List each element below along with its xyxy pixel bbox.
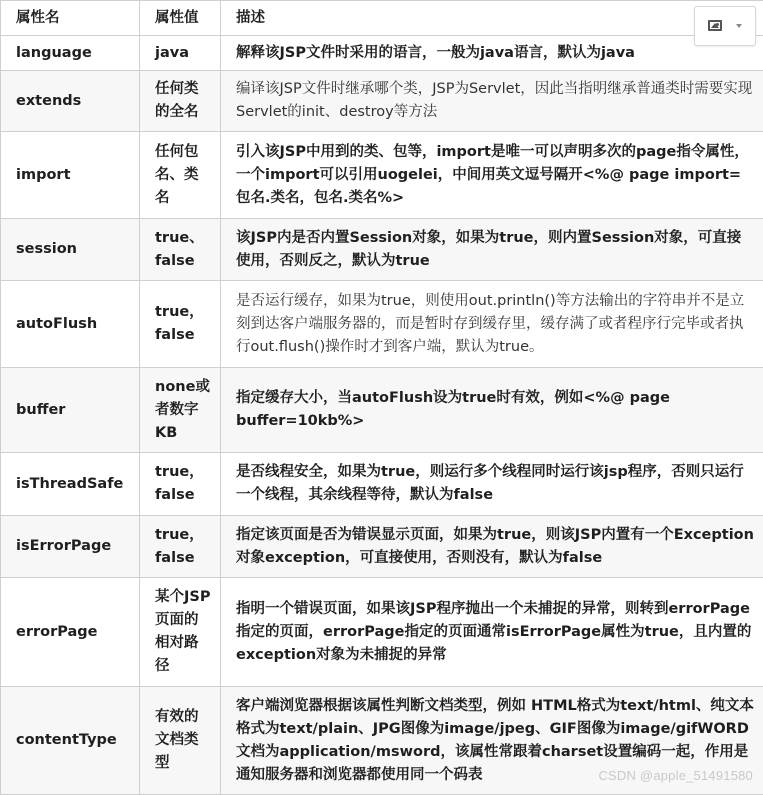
attr-desc: 客户端浏览器根据该属性判断文档类型，例如 HTML格式为text/html、纯文本格式为text/plain、JPG图像为image/jpeg、GIF图像为image/gifWORD文档为application/msword，该属性常跟着charset设置编码一起，作用是通知服务器和浏览器都使用同一个码表 bbox=[221, 687, 763, 795]
table-row bbox=[1, 132, 763, 219]
attr-value: 任何类的全名 bbox=[140, 71, 221, 132]
header-desc: 描述 bbox=[221, 1, 763, 36]
attr-desc: 引入该JSP中用到的类、包等，import是唯一可以声明多次的page指令属性，一个import可以引用uogelei，中间用英文逗号隔开<%@ page import=包名.类名，包名.类名%> bbox=[221, 132, 763, 219]
attr-value: 有效的文档类型 bbox=[140, 687, 221, 795]
attr-value: true，false bbox=[140, 516, 221, 578]
table-row bbox=[1, 578, 763, 687]
table-row bbox=[1, 71, 763, 132]
header-name: 属性名 bbox=[1, 1, 140, 36]
attr-name: isErrorPage bbox=[1, 516, 140, 578]
image-tool-button[interactable] bbox=[694, 6, 756, 46]
attr-name: contentType bbox=[1, 687, 140, 795]
attr-desc: 是否线程安全，如果为true，则运行多个线程同时运行该jsp程序，否则只运行一个线程，其余线程等待，默认为false bbox=[221, 453, 763, 516]
attr-value: true，false bbox=[140, 453, 221, 516]
attr-name: import bbox=[1, 132, 140, 219]
attr-name: extends bbox=[1, 71, 140, 132]
attr-name: errorPage bbox=[1, 578, 140, 687]
attr-value: 某个JSP页面的相对路径 bbox=[140, 578, 221, 687]
attr-name: session bbox=[1, 219, 140, 281]
attr-desc: 解释该JSP文件时采用的语言，一般为java语言，默认为java bbox=[221, 36, 763, 71]
attr-name: buffer bbox=[1, 368, 140, 453]
attr-desc: 指定缓存大小，当autoFlush设为true时有效，例如<%@ page buffer=10kb%> bbox=[221, 368, 763, 453]
attr-value: none或者数字KB bbox=[140, 368, 221, 453]
attr-desc: 该JSP内是否内置Session对象，如果为true，则内置Session对象，可直接使用，否则反之，默认为true bbox=[221, 219, 763, 281]
attr-desc: 编译该JSP文件时继承哪个类，JSP为Servlet，因此当指明继承普通类时需要实现Servlet的init、destroy等方法 bbox=[221, 71, 763, 132]
attr-value: true、false bbox=[140, 219, 221, 281]
watermark: CSDN @apple_51491580 bbox=[598, 768, 753, 783]
table-row bbox=[1, 36, 763, 71]
attr-value: true，false bbox=[140, 281, 221, 368]
chevron-down-icon bbox=[736, 24, 742, 28]
attr-value: java bbox=[140, 36, 221, 71]
attr-desc: 是否运行缓存，如果为true，则使用out.println()等方法输出的字符串并不是立刻到达客户端服务器的，而是暂时存到缓存里，缓存满了或者程序行完毕或者执行out.flush()操作时才到客户端，默认为true。 bbox=[221, 281, 763, 368]
attr-name: autoFlush bbox=[1, 281, 140, 368]
table-header-row bbox=[1, 1, 763, 36]
image-icon bbox=[708, 20, 722, 31]
attr-desc: 指明一个错误页面，如果该JSP程序抛出一个未捕捉的异常，则转到errorPage指定的页面，errorPage指定的页面通常isErrorPage属性为true，且内置的exception对象为未捕捉的异常 bbox=[221, 578, 763, 687]
attr-desc: 指定该页面是否为错误显示页面，如果为true，则该JSP内置有一个Exception对象exception，可直接使用，否则没有，默认为false bbox=[221, 516, 763, 578]
header-value: 属性值 bbox=[140, 1, 221, 36]
attr-name: language bbox=[1, 36, 140, 71]
table-row bbox=[1, 453, 763, 516]
table-row bbox=[1, 219, 763, 281]
table-row bbox=[1, 516, 763, 578]
table-row bbox=[1, 368, 763, 453]
attr-name: isThreadSafe bbox=[1, 453, 140, 516]
attr-value: 任何包名、类名 bbox=[140, 132, 221, 219]
table-row bbox=[1, 281, 763, 368]
